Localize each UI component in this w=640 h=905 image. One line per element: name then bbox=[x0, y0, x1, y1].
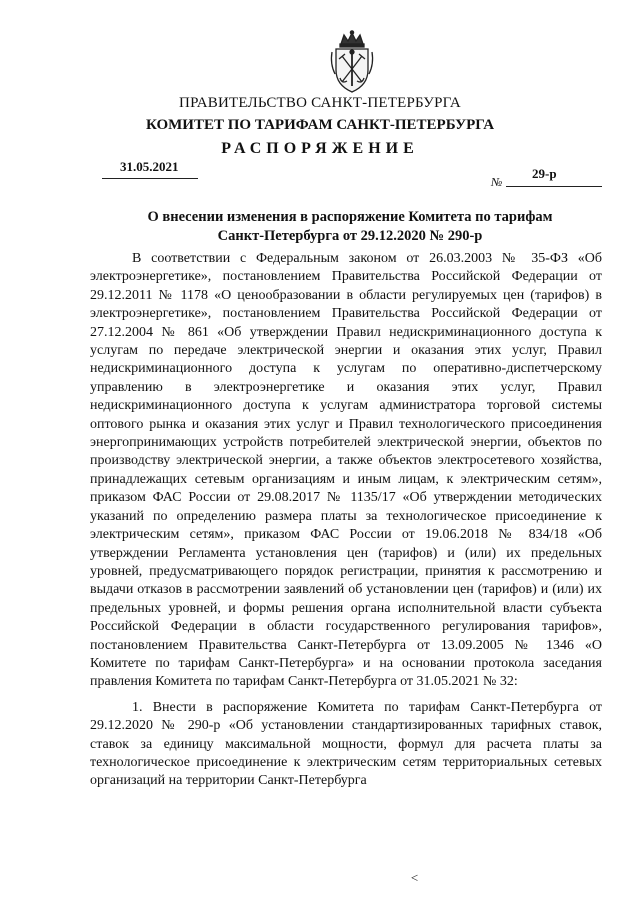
government-title: ПРАВИТЕЛЬСТВО САНКТ-ПЕТЕРБУРГА bbox=[179, 95, 461, 111]
committee-title: КОМИТЕТ ПО ТАРИФАМ САНКТ-ПЕТЕРБУРГА bbox=[145, 117, 495, 133]
number-underline bbox=[506, 186, 602, 187]
number-sign: № bbox=[491, 175, 503, 189]
document-body bbox=[90, 250, 602, 791]
subject-line-2: Санкт-Петербурга от 29.12.2020 № 290-р bbox=[217, 228, 483, 244]
document-subject bbox=[100, 208, 600, 246]
preamble-paragraph: В соответствии с Федеральным законом от 26.03.2003 № 35-ФЗ «Об электроэнергетике», постановлением Правительства Российской Федерации от 29.12.2011 № 1178 «О ценообразовании в области регулируемых цен (тарифов) в электроэнергетике», постановлением Правительства Российской Федерации от 27.12.2004 № 861 «Об утверждении Правил недискриминационного доступа к услугам по передаче электрической энергии и оказания этих услуг, Правил недискриминационного доступа к услугам по оперативно-диспетчерскому управлению в электроэнергетике и оказания этих услуг, Правил недискриминационного доступа к услугам администратора торговой системы оптового рынка и оказания этих услуг и Правил технологического присоединения энергопринимающих устройств потребителей электрической энергии, объектов по производству электрической энергии, а также объектов электросетевого хозяйства, принадлежащих сетевым организациям и иным лицам, к электрическим сетям», приказом ФАС России от 29.08.2017 № 1135/17 «Об утверждении методических указаний по определению размера платы за технологическое присоединение к электрическим сетям», приказом ФАС России от 19.06.2018 № 834/18 «Об утверждении Регламента установления цен (тарифов) и (или) их предельных уровней, предусматривающего порядок регистрации, принятия к рассмотрению и выдачи отказов в рассмотрении заявлений об установлении цен (тарифов) и (или) их предельных уровней, и формы решения органа исполнительной власти субъекта Российской Федерации в области государственного регулирования тарифов», постановлением Правительства Санкт-Петербурга от 13.09.2005 № 1346 «О Комитете по тарифам Санкт-Петербурга» и на основании протокола заседания правления Комитета по тарифам Санкт-Петербурга от 31.05.2021 № 32: bbox=[90, 251, 602, 690]
item-1-paragraph: 1. Внести в распоряжение Комитета по тарифам Санкт-Петербурга от 29.12.2020 № 290-р «Об установлении стандартизированных тарифных ставок, ставок за единицу максимальной мощности, формул для расчета платы за технологическое присоединение к электрическим сетям территориальных сетевых организаций на территории Санкт-Петербурга bbox=[90, 699, 602, 789]
page-mark: < bbox=[410, 870, 419, 885]
document-type-title: РАСПОРЯЖЕНИЕ bbox=[221, 140, 419, 157]
document-number: 29-р bbox=[532, 166, 557, 181]
document-date: 31.05.2021 bbox=[120, 159, 179, 174]
date-underline bbox=[102, 178, 198, 179]
coat-of-arms-icon bbox=[329, 30, 375, 96]
subject-line-1: О внесении изменения в распоряжение Комитета по тарифам bbox=[147, 209, 553, 225]
